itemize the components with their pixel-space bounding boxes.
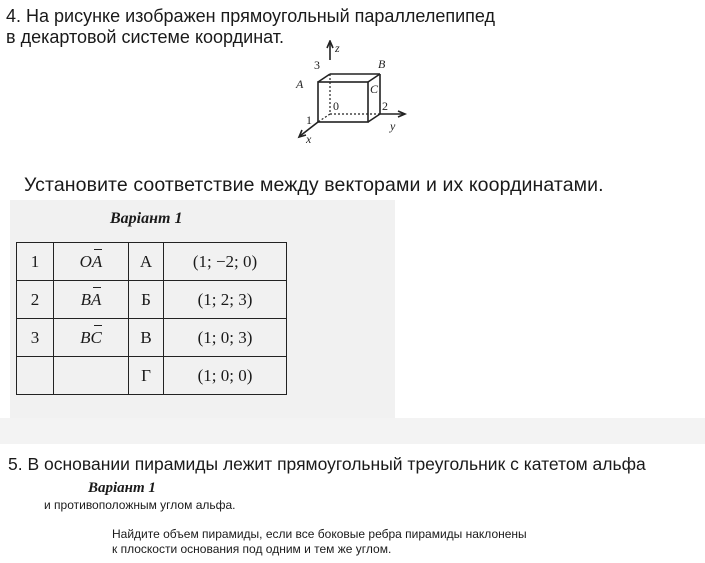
question-5-line-2: и противоположным углом альфа. (44, 498, 236, 512)
table-row (17, 319, 287, 357)
row-number: 2 (17, 281, 54, 319)
axis-x-label: x (306, 132, 312, 146)
vector-cell (54, 281, 129, 319)
matching-table (16, 242, 287, 395)
row-number (17, 357, 54, 395)
coordinates-cell: (1; 2; 3) (164, 281, 287, 319)
instruction-text: Установите соответствие между векторами и их координатами. (24, 174, 604, 196)
coordinates-cell: (1; −2; 0) (164, 243, 287, 281)
row-number: 3 (17, 319, 54, 357)
point-a-label: A (296, 77, 304, 91)
background-band (0, 418, 705, 444)
origin-label: 0 (333, 99, 339, 113)
tick-2-label: 2 (382, 99, 388, 113)
table-row (17, 357, 287, 395)
coordinates-cell: (1; 0; 0) (164, 357, 287, 395)
point-b-label: B (378, 57, 386, 71)
row-number: 1 (17, 243, 54, 281)
tick-1-label: 1 (306, 113, 312, 127)
tick-3-label: 3 (314, 58, 320, 72)
parallelepiped-figure (286, 40, 416, 148)
table-row (17, 243, 287, 281)
vector-cell (54, 243, 129, 281)
vector-name: BC (80, 327, 102, 347)
variant-1-label: Варіант 1 (110, 210, 183, 227)
point-c-label: C (370, 82, 379, 96)
variant-1-label-q5: Варіант 1 (88, 480, 156, 496)
answer-letter: Г (129, 357, 164, 395)
question-5-line-3: Найдите объем пирамиды, если все боковые ребра пирамиды наклонены (112, 527, 527, 541)
vector-cell (54, 357, 129, 395)
coordinates-cell: (1; 0; 3) (164, 319, 287, 357)
vector-name: OA (79, 251, 103, 271)
axis-z-label: z (335, 41, 340, 55)
vector-cell (54, 319, 129, 357)
table-row (17, 281, 287, 319)
question-5-line-4: к плоскости основания под одним и тем же углом. (112, 542, 392, 556)
answer-letter: Б (129, 281, 164, 319)
question-4-line-2: в декартовой системе координат. (6, 27, 285, 47)
answer-letter: А (129, 243, 164, 281)
axis-y-label: y (390, 119, 396, 133)
answer-letter: В (129, 319, 164, 357)
vector-name: BA (80, 289, 102, 309)
question-4 (6, 6, 495, 48)
question-4-line-1: 4. На рисунке изображен прямоугольный параллелепипед (6, 6, 496, 26)
question-5-line-1: 5. В основании пирамиды лежит прямоугольный треугольник с катетом альфа (8, 454, 646, 474)
